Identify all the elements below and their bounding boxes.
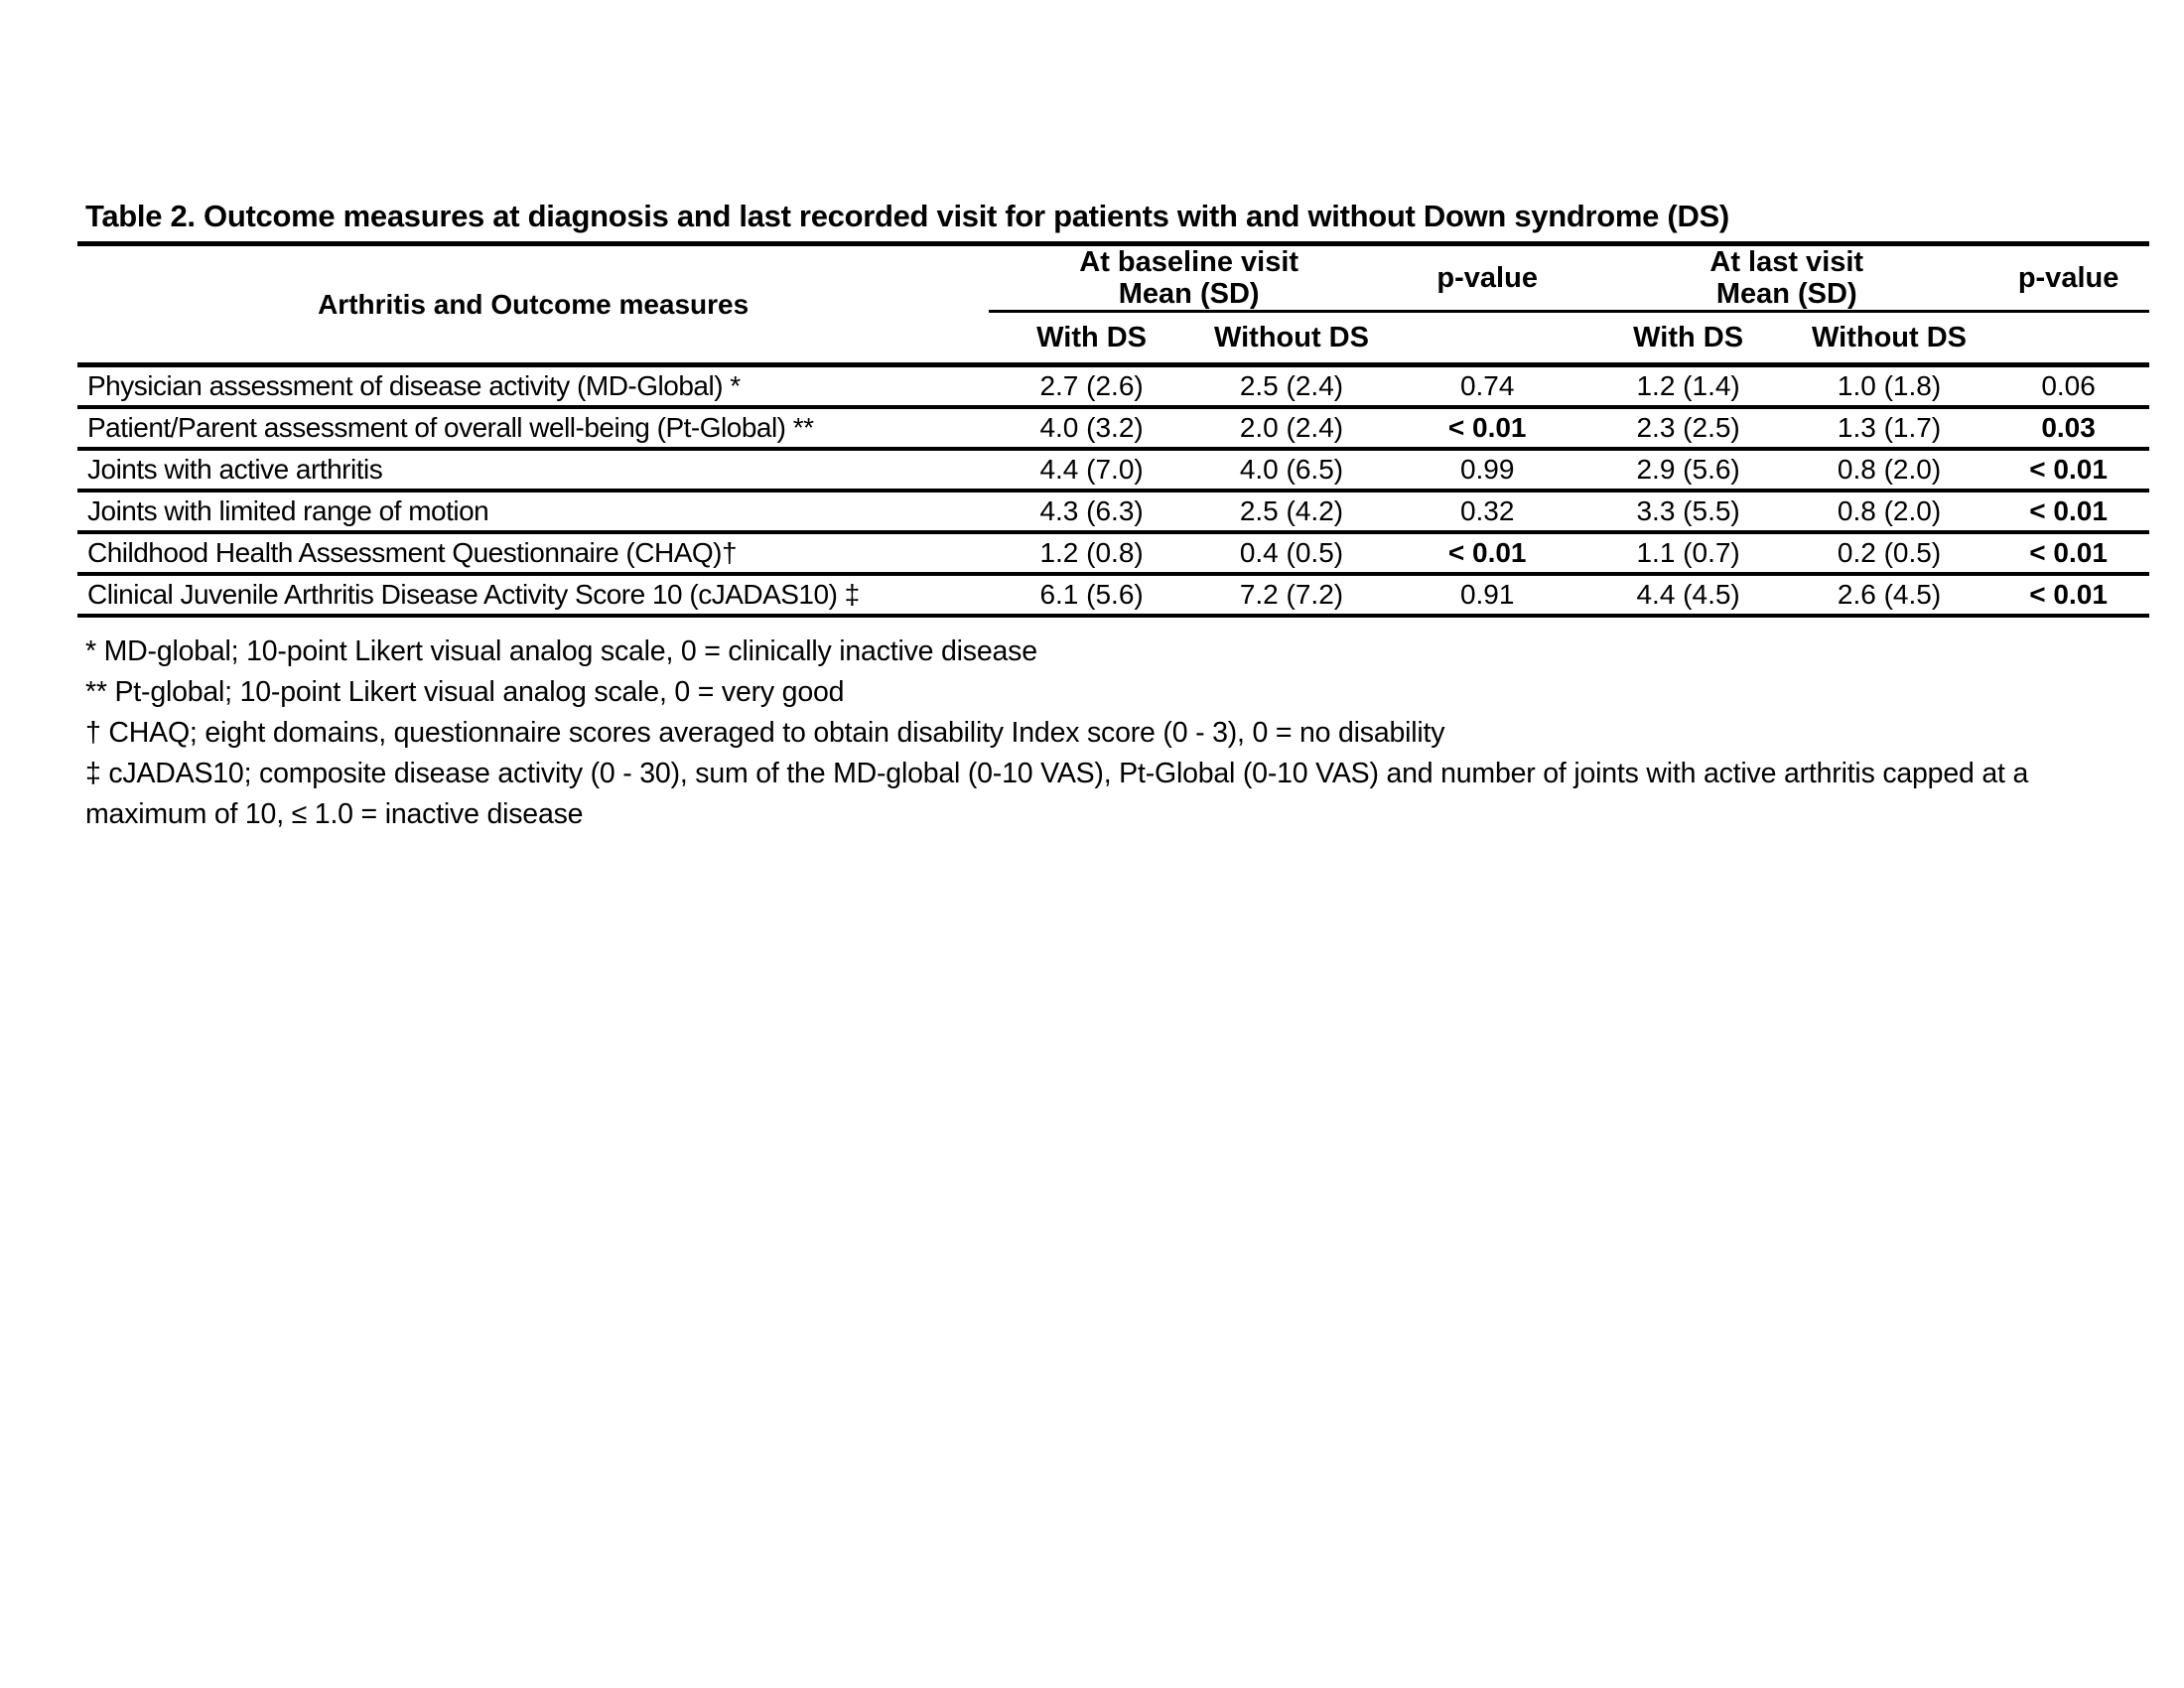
lastvisit-group-header <box>1585 244 1987 312</box>
lastvisit-group-line1: At last visit <box>1709 246 1864 278</box>
header-row-groups <box>77 244 2149 312</box>
lastvisit-pvalue: 0.03 <box>1987 407 2149 449</box>
baseline-with-ds-value: 6.1 (5.6) <box>989 574 1194 616</box>
lastvisit-without-ds-value: 0.8 (2.0) <box>1791 491 1987 532</box>
table-caption: Table 2. Outcome measures at diagnosis and last recorded visit for patients with and without Down syndrome (DS) <box>85 199 1729 233</box>
lastvisit-pvalue: < 0.01 <box>1987 449 2149 491</box>
footnote-chaq: † CHAQ; eight domains, questionnaire scores averaged to obtain disability Index score (0 - 3), 0 = no disability <box>85 717 1445 749</box>
lastvisit-pvalue-header: p-value <box>1987 244 2149 312</box>
lastvisit-with-ds-value: 1.2 (1.4) <box>1585 365 1791 408</box>
lastvisit-pvalue: < 0.01 <box>1987 532 2149 574</box>
baseline-pvalue: 0.74 <box>1389 365 1585 408</box>
lastvisit-pvalue: 0.06 <box>1987 365 2149 408</box>
table-row <box>77 532 2149 574</box>
footnote-pt-global: ** Pt-global; 10-point Likert visual analog scale, 0 = very good <box>85 676 845 708</box>
lastvisit-pvalue: < 0.01 <box>1987 574 2149 616</box>
outcomes-table <box>77 241 2149 618</box>
baseline-without-ds-value: 2.5 (2.4) <box>1194 365 1389 408</box>
lastvisit-with-ds-value: 4.4 (4.5) <box>1585 574 1791 616</box>
row-label: Childhood Health Assessment Questionnaire (CHAQ)† <box>77 532 989 574</box>
baseline-pvalue: 0.99 <box>1389 449 1585 491</box>
baseline-pvalue: 0.91 <box>1389 574 1585 616</box>
lastvisit-without-ds-header: Without DS <box>1791 312 1987 365</box>
table-row <box>77 407 2149 449</box>
baseline-with-ds-value: 2.7 (2.6) <box>989 365 1194 408</box>
baseline-with-ds-value: 4.0 (3.2) <box>989 407 1194 449</box>
table-block <box>77 199 2149 835</box>
measures-column-header: Arthritis and Outcome measures <box>77 244 989 365</box>
lastvisit-without-ds-value: 0.8 (2.0) <box>1791 449 1987 491</box>
footnote-cjadas10: ‡ cJADAS10; composite disease activity (0 - 30), sum of the MD-global (0-10 VAS), Pt-Global (0-10 VAS) and number of joints with active arthritis capped at a maximum of 10, ≤ 1.0 = inactive disease <box>85 758 2029 830</box>
baseline-without-ds-value: 0.4 (0.5) <box>1194 532 1389 574</box>
baseline-without-ds-header: Without DS <box>1194 312 1389 365</box>
row-label: Clinical Juvenile Arthritis Disease Activity Score 10 (cJADAS10) ‡ <box>77 574 989 616</box>
lastvisit-without-ds-value: 1.3 (1.7) <box>1791 407 1987 449</box>
table-row <box>77 365 2149 408</box>
lastvisit-without-ds-value: 1.0 (1.8) <box>1791 365 1987 408</box>
lastvisit-with-ds-header: With DS <box>1585 312 1791 365</box>
baseline-without-ds-value: 7.2 (7.2) <box>1194 574 1389 616</box>
baseline-pvalue: < 0.01 <box>1389 532 1585 574</box>
baseline-pvalue-header: p-value <box>1389 244 1585 312</box>
lastvisit-with-ds-value: 3.3 (5.5) <box>1585 491 1791 532</box>
baseline-with-ds-value: 4.3 (6.3) <box>989 491 1194 532</box>
baseline-pvalue: 0.32 <box>1389 491 1585 532</box>
baseline-group-line2: Mean (SD) <box>1118 278 1260 310</box>
baseline-without-ds-value: 2.0 (2.4) <box>1194 407 1389 449</box>
table-row <box>77 574 2149 616</box>
baseline-with-ds-value: 4.4 (7.0) <box>989 449 1194 491</box>
lastvisit-without-ds-value: 2.6 (4.5) <box>1791 574 1987 616</box>
lastvisit-group-line2: Mean (SD) <box>1715 278 1857 310</box>
baseline-group-header <box>989 244 1389 312</box>
row-label: Patient/Parent assessment of overall well-being (Pt-Global) ** <box>77 407 989 449</box>
baseline-without-ds-value: 2.5 (4.2) <box>1194 491 1389 532</box>
baseline-with-ds-value: 1.2 (0.8) <box>989 532 1194 574</box>
baseline-group-line1: At baseline visit <box>1079 246 1299 278</box>
lastvisit-with-ds-value: 1.1 (0.7) <box>1585 532 1791 574</box>
lastvisit-without-ds-value: 0.2 (0.5) <box>1791 532 1987 574</box>
footnotes <box>85 632 2149 835</box>
lastvisit-pvalue: < 0.01 <box>1987 491 2149 532</box>
lastvisit-with-ds-value: 2.9 (5.6) <box>1585 449 1791 491</box>
lastvisit-with-ds-value: 2.3 (2.5) <box>1585 407 1791 449</box>
table-row <box>77 449 2149 491</box>
baseline-pvalue: < 0.01 <box>1389 407 1585 449</box>
table-row <box>77 491 2149 532</box>
footnote-md-global: * MD-global; 10-point Likert visual analog scale, 0 = clinically inactive disease <box>85 635 1037 667</box>
baseline-pvalue-spacer <box>1389 312 1585 365</box>
row-label: Joints with limited range of motion <box>77 491 989 532</box>
baseline-without-ds-value: 4.0 (6.5) <box>1194 449 1389 491</box>
lastvisit-pvalue-spacer <box>1987 312 2149 365</box>
row-label: Joints with active arthritis <box>77 449 989 491</box>
row-label: Physician assessment of disease activity (MD-Global) * <box>77 365 989 408</box>
baseline-with-ds-header: With DS <box>989 312 1194 365</box>
